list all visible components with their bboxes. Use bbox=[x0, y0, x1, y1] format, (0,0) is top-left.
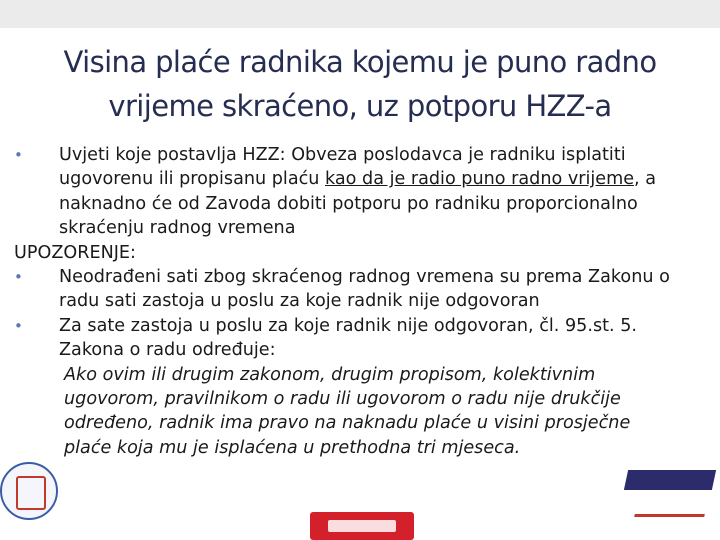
bullet-icon: • bbox=[14, 316, 23, 335]
university-seal-logo bbox=[0, 462, 58, 520]
bullet-2-text: Neodrađeni sati zbog skraćenog radnog vremena su prema Zakonu o radu sati zastoja u poslu za koje radnik nije odgovoran bbox=[59, 267, 670, 312]
law-quote: Ako ovim ili drugim zakonom, drugim propisom, kolektivnim ugovorom, pravilnikom o radu ili ugovorom o radu nije drukčije određeno, radnik ima pravo na naknadu plaće u visini prosječne plaće koja mu je isplaćena u prethodna tri mjeseca. bbox=[64, 364, 631, 458]
warning-heading: UPOZORENJE: bbox=[14, 242, 136, 263]
bullet-3-text: Za sate zastoja u poslu za koje radnik nije odgovoran, čl. 95.st. 5. Zakona o radu određuje: bbox=[59, 315, 638, 361]
bullet-icon: • bbox=[14, 268, 23, 287]
bullet-hzz-conditions bbox=[14, 143, 704, 241]
bullet-downtime-law bbox=[14, 314, 704, 363]
slide-title bbox=[40, 40, 680, 128]
slide-body bbox=[14, 143, 704, 460]
bullet-icon: • bbox=[14, 146, 23, 164]
bullet-unworked-hours bbox=[14, 265, 704, 314]
bullet-1-text-a: Uvjeti koje postavlja HZZ: Obveza poslodavca je radniku isplatiti ugovorenu ili propisanu plaću bbox=[59, 145, 626, 190]
slide-title-line-2: vrijeme skraćeno, uz potporu HZZ-a bbox=[108, 89, 612, 123]
bullet-1-text-b: , a naknadno će od Zavoda dobiti potporu po radniku proporcionalno skraćenju radnog vremena bbox=[59, 169, 657, 239]
bullet-1-underlined: kao da je radio puno radno vrijeme bbox=[325, 169, 635, 190]
journal-logo bbox=[622, 470, 718, 530]
slide-title-line-1: Visina plaće radnika kojemu je puno radno bbox=[63, 45, 657, 79]
top-bar bbox=[0, 0, 720, 28]
publisher-logo bbox=[310, 512, 414, 540]
